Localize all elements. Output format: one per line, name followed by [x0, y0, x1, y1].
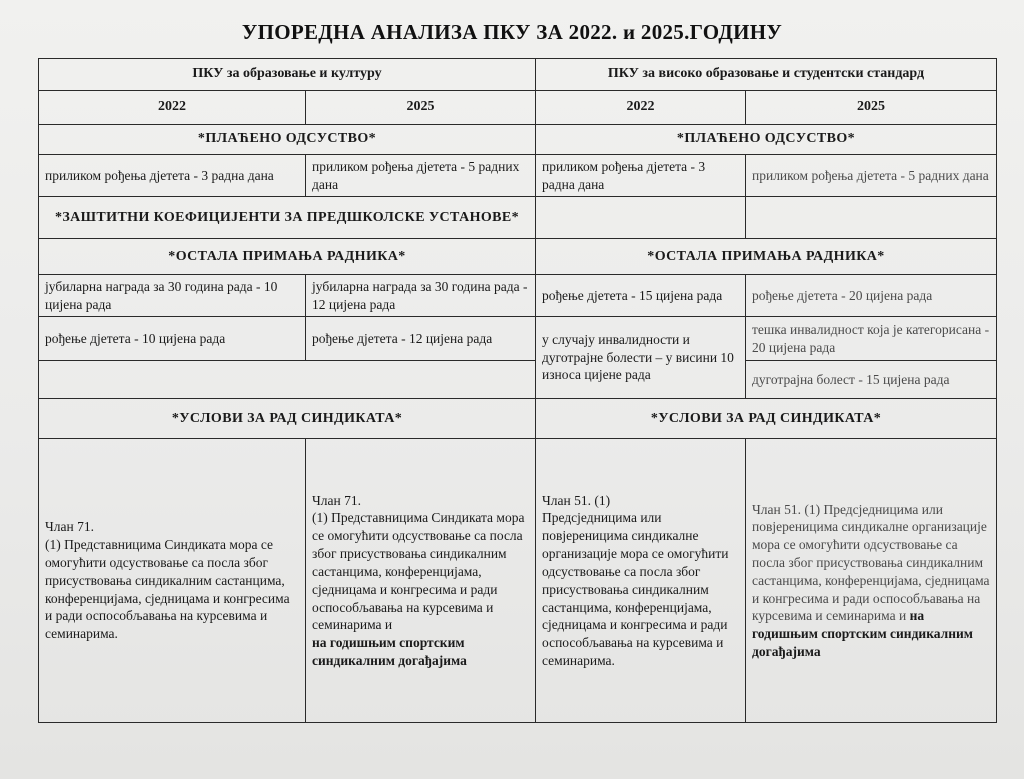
right-other-2025-3: дуготрајна болест - 15 цијена рада	[746, 361, 997, 399]
left-other-title: *ОСТАЛА ПРИМАЊА РАДНИКА*	[39, 239, 536, 275]
right-other-2025-1: рођење дјетета - 20 цијена рада	[746, 275, 997, 317]
left-other-2025-2: рођење дјетета - 12 цијена рада	[306, 317, 536, 361]
other-row-3	[39, 361, 997, 399]
left-other-2022-2: рођење дјетета - 10 цијена рада	[39, 317, 306, 361]
right-other-2022-1: рођење дјетета - 15 цијена рада	[536, 275, 746, 317]
left-year-2022: 2022	[39, 91, 306, 125]
left-union-2025-bold: на годишњим спортским синдикалним догађајима	[312, 635, 467, 668]
other-row-2	[39, 317, 997, 361]
left-other-2022-1: јубиларна награда за 30 година рада - 10 цијена рада	[39, 275, 306, 317]
right-union-2025-cell	[746, 439, 997, 723]
right-paid-leave-2025: приликом рођења дјетета - 5 радних дана	[746, 155, 997, 197]
left-paid-leave-title: *ПЛАЋЕНО ОДСУСТВО*	[39, 125, 536, 155]
right-other-2022-2: у случају инвалидности и дуготрајне болести – у висини 10 износа цијене рада	[536, 317, 746, 399]
other-row-1	[39, 275, 997, 317]
right-union-2025-bold: на годишњим спортским синдикалним догађајима	[752, 608, 973, 660]
left-header: ПКУ за образовање и културу	[39, 59, 536, 91]
page-title: УПОРЕДНА АНАЛИЗА ПКУ ЗА 2022. и 2025.ГОДИНУ	[241, 20, 783, 44]
right-other-2025-2: тешка инвалидност која је категорисана - 20 цијена рада	[746, 317, 997, 361]
left-union-2025-text: Члан 71. (1) Представницима Синдиката мора се омогућити одсуствовање са посла због присуствовања синдикалним састанцима, конференцијама, сједницама и конгресима и ради оспособљавања на курсевима и семинарима и	[312, 492, 525, 633]
union-title-row	[39, 399, 997, 439]
left-paid-leave-2022: приликом рођења дјетета - 3 радна дана	[39, 155, 306, 197]
right-paid-leave-2022: приликом рођења дјетета - 3 радна дана	[536, 155, 746, 197]
left-other-2025-1: јубиларна награда за 30 година рада - 12 цијена рада	[306, 275, 536, 317]
paid-leave-title-row	[39, 125, 997, 155]
comparison-table	[38, 58, 997, 723]
union-row	[39, 439, 997, 723]
header-row	[39, 59, 997, 91]
left-union-2025-cell	[306, 439, 536, 723]
right-union-2025-text: Члан 51. (1) Предсједницима или повјереницима синдикалне организације мора се омогућити одсуствовање са посла због присуствовања синдикалним састанцима, конференцијама, сједницама и конгресима и ради оспособљавања на курсевима и семинарима и	[752, 501, 990, 624]
right-protective-empty-a	[536, 197, 746, 239]
right-paid-leave-title: *ПЛАЋЕНО ОДСУСТВО*	[536, 125, 997, 155]
other-title-row	[39, 239, 997, 275]
left-year-2025: 2025	[306, 91, 536, 125]
left-protective-title: *ЗАШТИТНИ КОЕФИЦИЈЕНТИ ЗА ПРЕДШКОЛСКЕ УСТАНОВЕ*	[39, 197, 536, 239]
right-header: ПКУ за високо образовање и студентски стандард	[536, 59, 997, 91]
year-row	[39, 91, 997, 125]
left-union-title: *УСЛОВИ ЗА РАД СИНДИКАТА*	[39, 399, 536, 439]
left-paid-leave-2025: приликом рођења дјетета - 5 радних дана	[306, 155, 536, 197]
protective-row	[39, 197, 997, 239]
right-union-title: *УСЛОВИ ЗА РАД СИНДИКАТА*	[536, 399, 997, 439]
right-year-2022: 2022	[536, 91, 746, 125]
right-other-title: *ОСТАЛА ПРИМАЊА РАДНИКА*	[536, 239, 997, 275]
right-year-2025: 2025	[746, 91, 997, 125]
left-other-empty	[39, 361, 536, 399]
paid-leave-row	[39, 155, 997, 197]
left-union-2022: Члан 71. (1) Представницима Синдиката мора се омогућити одсуствовање са посла због присуствовања синдикалним састанцима, конференцијама, сједницама и конгресима и ради оспособљавања на курсевима и семинарима.	[39, 439, 306, 723]
right-protective-empty-b	[746, 197, 997, 239]
right-union-2022: Члан 51. (1) Предсједницима или повјереницима синдикалне организације мора се омогућити одсуствовање са посла због присуствовања синдикалним састанцима, конференцијама, сједницама и конгресима и ради оспособљавања на курсевима и семинарима.	[536, 439, 746, 723]
